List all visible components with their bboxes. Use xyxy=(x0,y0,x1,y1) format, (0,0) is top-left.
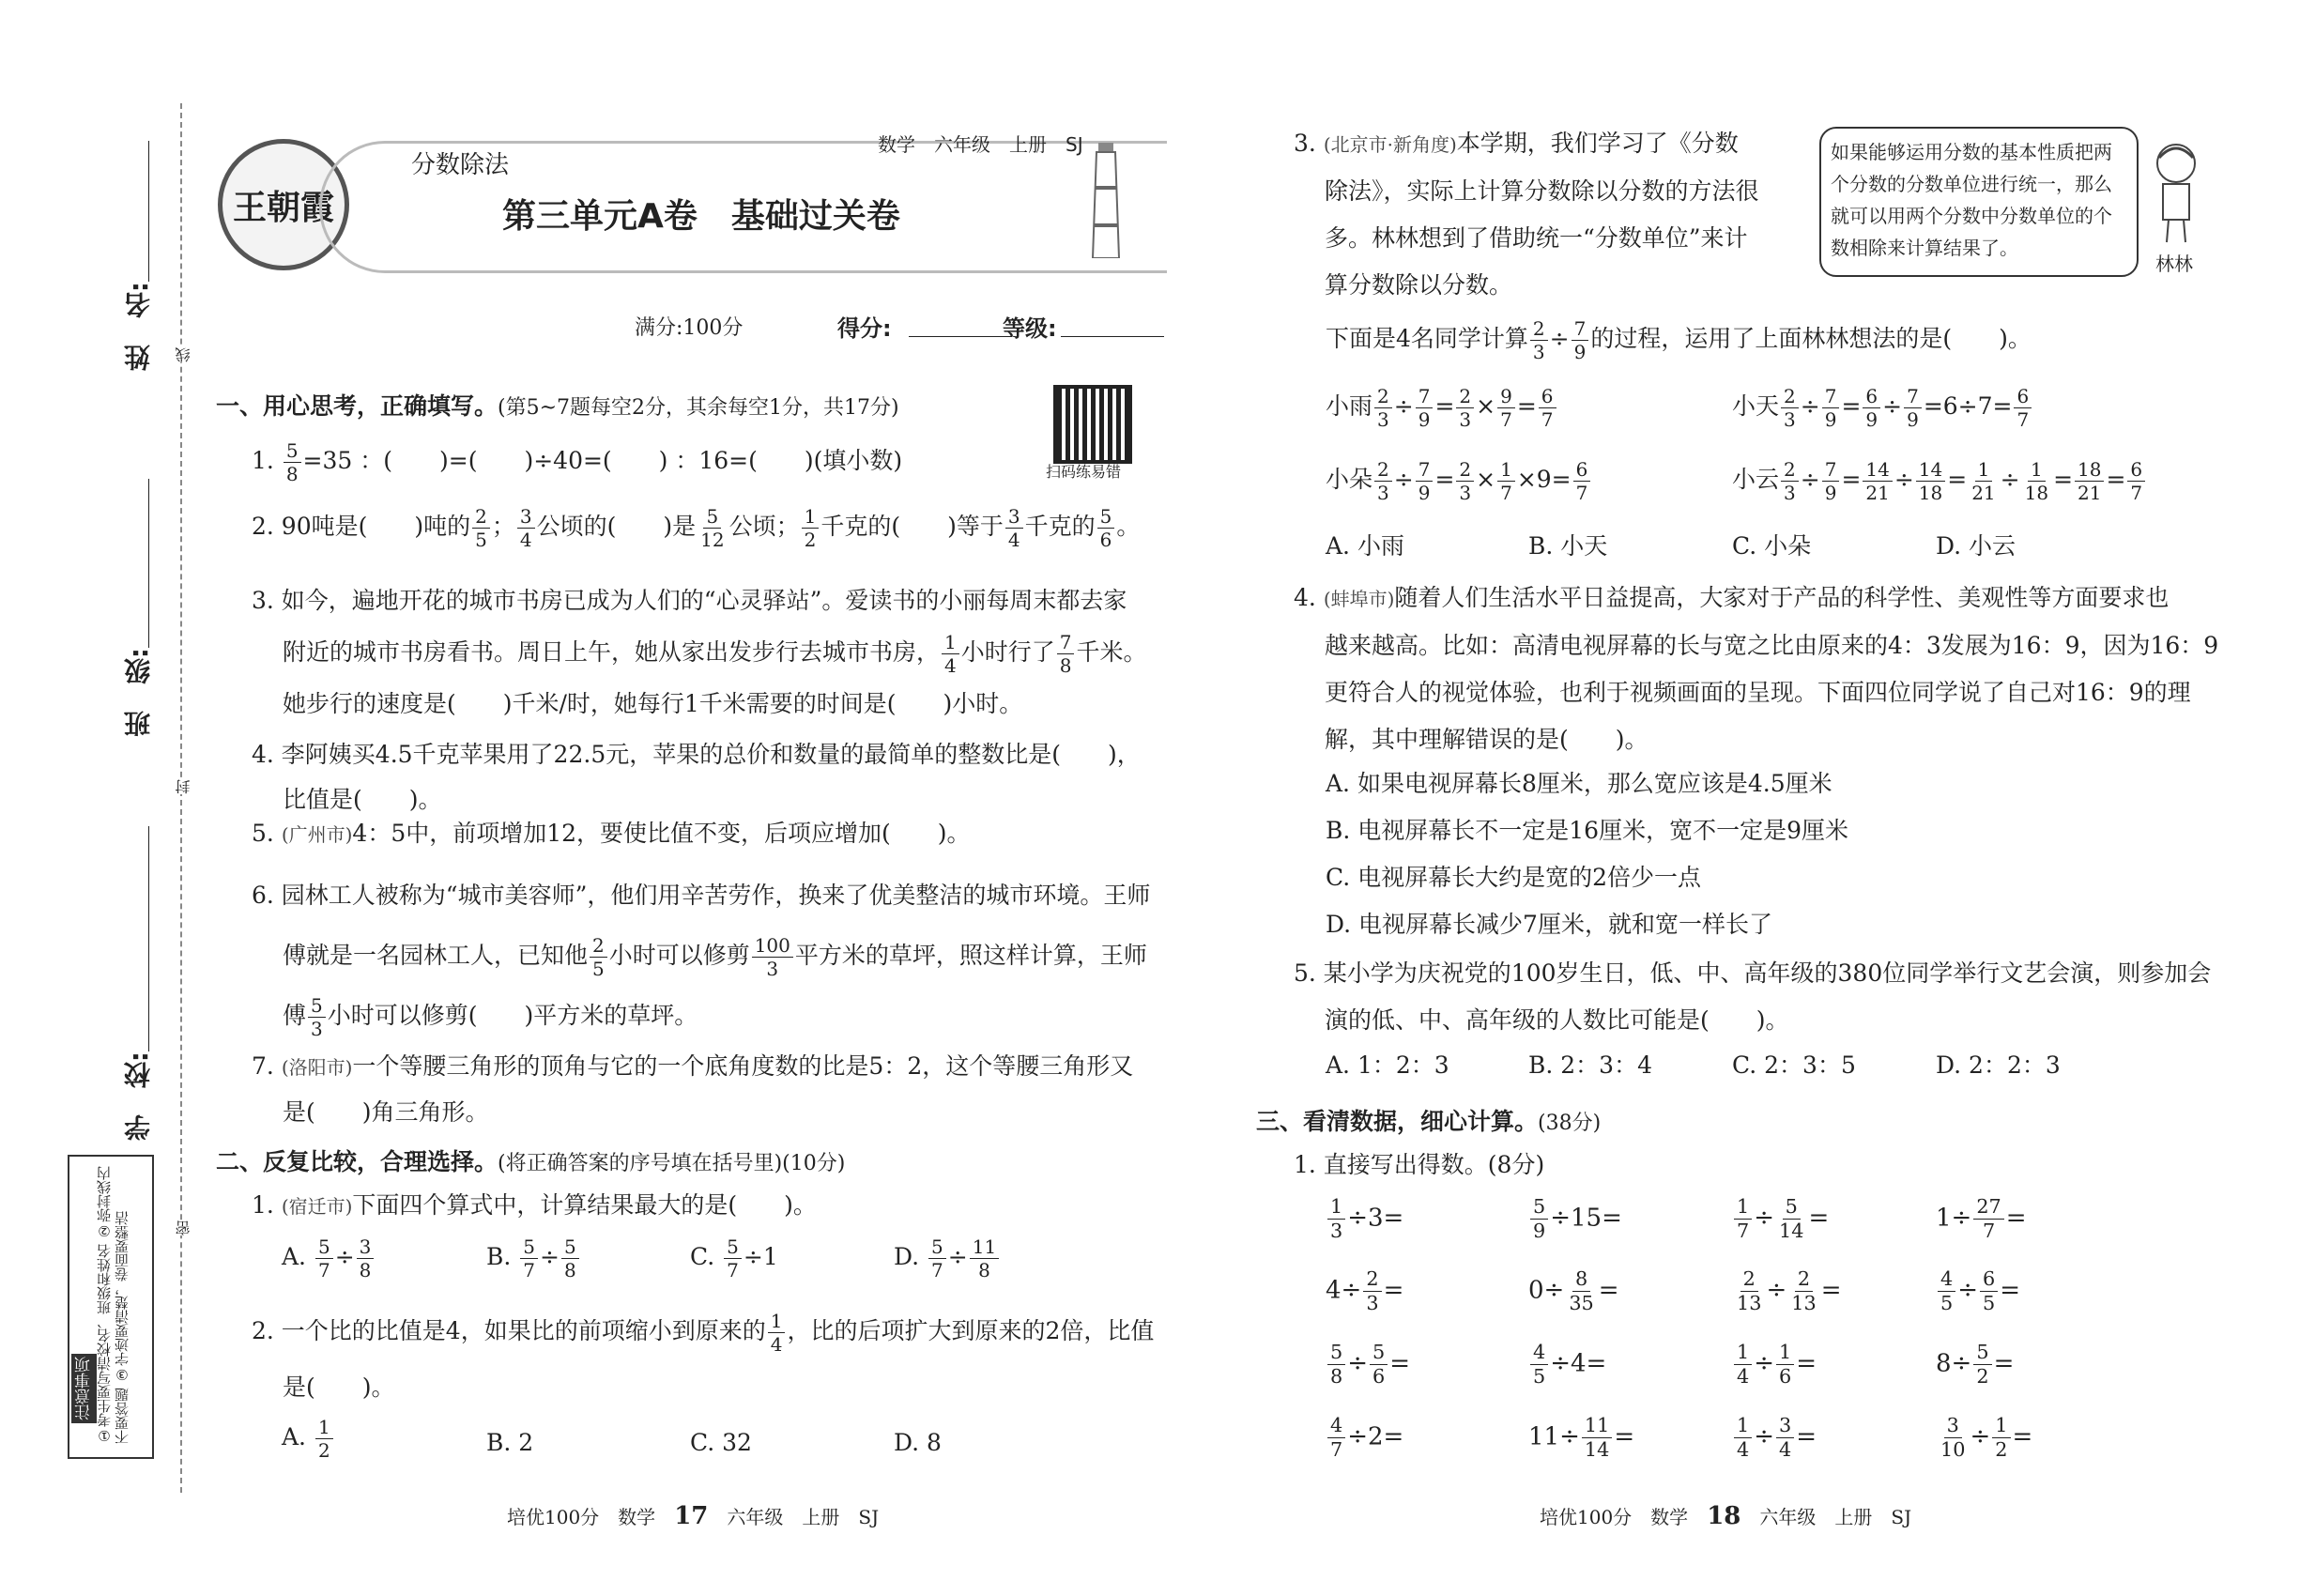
student-avatar xyxy=(2150,141,2202,244)
grade-field[interactable] xyxy=(1061,336,1164,337)
qr-caption: 扫码练易错 xyxy=(1046,463,1122,481)
question-3-1: 1. 直接写出得数。(8分) xyxy=(1294,1151,1545,1178)
header-meta: 数学 六年级 上册 SJ xyxy=(878,133,1083,156)
question-1-3: 3. 如今，遍地开花的城市书房已成为人们的“心灵驿站”。爱读书的小丽每周末都去家 附近的城市书房看书。周日上午，她从家出发步行去城市书房， $\frac{1}{4}$ 小时行了 $\frac{7}{8}$ 千米。 她步行的速度是( )千米/时，她每行1千米需要的时间是( )小时。 xyxy=(252,587,1147,717)
section-3-title: 三、看清数据，细心计算。(38分) xyxy=(1256,1108,1602,1135)
question-1-7: 7. (洛阳市)一个等腰三角形的顶角与它的一个底角度数的比是5：2，这个等腰三角形又 是( )角三角形。 xyxy=(252,1052,1134,1126)
calc-item[interactable]: $\frac{4}{5}$ ÷ $\frac{6}{5}$ = xyxy=(1936,1269,2020,1313)
cut-line xyxy=(180,103,182,1493)
calc-item[interactable]: 4÷ $\frac{2}{3}$ = xyxy=(1326,1267,1404,1314)
brand-logo: 王朝霞 xyxy=(218,139,349,270)
option-2-1-b[interactable]: B. $\frac{5}{7}$ ÷ $\frac{5}{8}$ xyxy=(486,1237,581,1280)
section-2-title: 二、反复比较，合理选择。(将正确答案的序号填在括号里)(10分) xyxy=(216,1148,846,1175)
option-2-2-a[interactable]: A. $\frac{1}{2}$ xyxy=(282,1418,335,1460)
fullscore-label: 满分:100分 xyxy=(635,316,744,340)
score-label: 得分: xyxy=(837,315,892,342)
option-2-4-d[interactable]: D. 电视屏幕长减少7厘米，就和宽一样长了 xyxy=(1326,911,1772,938)
method-xiaoyun: 小云 $\frac{2}{3}$ ÷ $\frac{7}{9}$ = $\frac{14}{21}$ ÷ $\frac{14}{18}$ = $\frac{1}{21}$ ÷ $\frac{1}{18}$ = $\frac{18}{21}$ = $\frac{6}{7}$ xyxy=(1732,460,2147,502)
option-2-1-d[interactable]: D. $\frac{5}{7}$ ÷ $\frac{11}{8}$ xyxy=(894,1237,1001,1280)
calc-item[interactable]: 11÷ $\frac{11}{14}$ = xyxy=(1528,1414,1635,1461)
speech-bubble: 如果能够运用分数的基本性质把两个分数的分数单位进行统一，那么就可以用两个分数中分数单位的个数相除来计算结果了。 xyxy=(1819,127,2139,277)
calc-item[interactable]: $\frac{1}{7}$ ÷ $\frac{5}{14}$ = xyxy=(1732,1197,1829,1241)
question-2-5: 5. 某小学为庆祝党的100岁生日，低、中、高年级的380位同学举行文艺会演，则参加会 演的低、中、高年级的人数比可能是( )。 xyxy=(1294,959,2212,1034)
option-2-5-c[interactable]: C. 2：3：5 xyxy=(1732,1051,1856,1079)
option-2-1-c[interactable]: C. $\frac{5}{7}$ ÷1 xyxy=(690,1235,778,1281)
seal-line-label: 封 xyxy=(175,779,192,794)
question-1-5: 5. (广州市)4：5中，前项增加12，要使比值不变，后项应增加( )。 xyxy=(252,820,971,847)
question-1-1: 1. $\frac{5}{8}$ =35 ：( )=( )÷40=( ) ：16=( )(填小数) xyxy=(252,439,903,485)
option-2-1-a[interactable]: A. $\frac{5}{7}$ ÷ $\frac{3}{8}$ xyxy=(282,1237,376,1280)
question-1-2: 2. 90吨是( )吨的 $\frac{2}{5}$ ； $\frac{3}{4}$ 公顷的( )是 $\frac{5}{12}$ 公顷； $\frac{1}{2}$ 千克的( )等于 $\frac{3}{4}$ 千克的 $\frac{5}{6}$ 。 xyxy=(252,505,1141,551)
notice-box: 注意事项 ①考生要写清校名、班级和姓名 ②弥封线内不要答题 ③字迹要清楚，卷面要整洁 xyxy=(68,1155,154,1459)
calc-item[interactable]: 0÷ $\frac{8}{35}$ = xyxy=(1528,1267,1619,1314)
option-2-5-b[interactable]: B. 2：3：4 xyxy=(1528,1051,1652,1079)
name-label: 姓 名: xyxy=(123,282,154,372)
calc-item[interactable]: $\frac{2}{13}$ ÷ $\frac{2}{13}$ = xyxy=(1737,1267,1842,1314)
score-field[interactable] xyxy=(909,336,1012,337)
lighthouse-icon xyxy=(1089,131,1123,258)
question-2-3-prompt: 下面是4名同学计算 $\frac{2}{3}$ ÷ $\frac{7}{9}$ 的过程，运用了上面林林想法的是( )。 xyxy=(1326,317,2032,363)
calc-item[interactable]: $\frac{1}{3}$ ÷3= xyxy=(1326,1197,1403,1241)
bubble-name: 林林 xyxy=(2155,253,2193,275)
option-2-3-c[interactable]: C. 小朵 xyxy=(1732,532,1812,560)
topic-tag: 分数除法 xyxy=(411,151,510,179)
qr-code[interactable] xyxy=(1053,385,1132,464)
calc-item[interactable]: $\frac{4}{5}$ ÷4= xyxy=(1528,1343,1606,1387)
grade-label: 等级: xyxy=(1003,315,1057,342)
question-2-1: 1. (宿迁市)下面四个算式中，计算结果最大的是( )。 xyxy=(252,1191,817,1219)
question-2-2: 2. 一个比的比值是4，如果比的前项缩小到原来的 $\frac{1}{4}$ ，比的后项扩大到原来的2倍，比值 是( )。 xyxy=(252,1310,1155,1401)
calc-item[interactable]: $\frac{5}{8}$ ÷ $\frac{5}{6}$ = xyxy=(1326,1343,1410,1387)
calc-item[interactable]: $\frac{1}{4}$ ÷ $\frac{3}{4}$ = xyxy=(1732,1416,1817,1460)
page-number: 17 xyxy=(674,1502,709,1530)
calc-item[interactable]: 8÷ $\frac{5}{2}$ = xyxy=(1936,1341,2015,1388)
option-2-3-d[interactable]: D. 小云 xyxy=(1936,532,2016,560)
option-2-3-b[interactable]: B. 小天 xyxy=(1528,532,1608,560)
school-label: 学 校: xyxy=(123,1051,154,1142)
seal-line-label: 线 xyxy=(175,347,192,362)
method-xiaoyu: 小雨 $\frac{2}{3}$ ÷ $\frac{7}{9}$ = $\frac{2}{3}$ × $\frac{9}{7}$ = $\frac{6}{7}$ xyxy=(1326,387,1558,429)
class-label: 班 级: xyxy=(123,648,154,738)
option-2-4-c[interactable]: C. 电视屏幕长大约是宽的2倍少一点 xyxy=(1326,864,1702,891)
calc-item[interactable]: 1÷ $\frac{27}{7}$ = xyxy=(1936,1195,2027,1242)
method-xiaotian: 小天 $\frac{2}{3}$ ÷ $\frac{7}{9}$ = $\frac{6}{9}$ ÷ $\frac{7}{9}$ =6÷7= $\frac{6}{7}$ xyxy=(1732,387,2033,429)
page-title: 第三单元A卷 基础过关卷 xyxy=(502,197,900,236)
option-2-5-d[interactable]: D. 2：2：3 xyxy=(1936,1051,2061,1079)
question-2-4: 4. (蚌埠市)随着人们生活水平日益提高，大家对于产品的科学性、美观性等方面要求也 越来越高。比如：高清电视屏幕的长与宽之比由原来的4：3发展为16：9，因为16：9 更符合人的视觉体验，也利于视频画面的呈现。下面四位同学说了自己对16：9的理 解，其中理解错误的是( )。 xyxy=(1294,584,2219,753)
school-underline xyxy=(148,826,149,1051)
option-2-3-a[interactable]: A. 小雨 xyxy=(1326,532,1404,560)
calc-item[interactable]: $\frac{3}{10}$ ÷ $\frac{1}{2}$ = xyxy=(1940,1414,2033,1461)
option-2-2-d[interactable]: D. 8 xyxy=(894,1429,942,1456)
footer-right: 培优100分 数学 18 六年级 上册 SJ xyxy=(1540,1502,1912,1530)
calc-item[interactable]: $\frac{5}{9}$ ÷15= xyxy=(1528,1197,1622,1241)
footer-left: 培优100分 数学 17 六年级 上册 SJ xyxy=(507,1502,880,1530)
section-1-title: 一、用心思考，正确填写。(第5~7题每空2分，其余每空1分，共17分) xyxy=(216,392,899,420)
class-underline xyxy=(148,479,149,648)
option-2-2-c[interactable]: C. 32 xyxy=(690,1429,752,1456)
option-2-4-a[interactable]: A. 如果电视屏幕长8厘米，那么宽应该是4.5厘米 xyxy=(1326,770,1832,797)
name-underline xyxy=(148,141,149,282)
option-2-5-a[interactable]: A. 1：2：3 xyxy=(1326,1051,1449,1079)
question-1-6: 6. 园林工人被称为“城市美容师”，他们用辛苦劳作，换来了优美整洁的城市环境。王师 傅就是一名园林工人，已知他 $\frac{2}{5}$ 小时可以修剪 $\frac{100}{3}$ 平方米的草坪，照这样计算，王师 傅 $\frac{5}{3}$ 小时可以修剪( )平方米的草坪。 xyxy=(252,882,1151,1040)
question-2-3: 3. (北京市·新角度)本学期，我们学习了《分数 除法》，实际上计算分数除以分数的方法很 多。林林想到了借助统一“分数单位”来计 算分数除以分数。 xyxy=(1294,130,1759,299)
calc-item[interactable]: $\frac{1}{4}$ ÷ $\frac{1}{6}$ = xyxy=(1732,1343,1817,1387)
question-1-4: 4. 李阿姨买4.5千克苹果用了22.5元，苹果的总价和数量的最简单的整数比是( )， 比值是( )。 xyxy=(252,741,1141,813)
option-2-2-b[interactable]: B. 2 xyxy=(486,1429,534,1456)
seal-line-label: 密 xyxy=(175,1220,192,1235)
method-xiaoduo: 小朵 $\frac{2}{3}$ ÷ $\frac{7}{9}$ = $\frac{2}{3}$ × $\frac{1}{7}$ ×9= $\frac{6}{7}$ xyxy=(1326,460,1592,502)
option-2-4-b[interactable]: B. 电视屏幕长不一定是16厘米，宽不一定是9厘米 xyxy=(1326,817,1848,844)
page-number: 18 xyxy=(1707,1502,1741,1530)
calc-item[interactable]: $\frac{4}{7}$ ÷2= xyxy=(1326,1416,1403,1460)
